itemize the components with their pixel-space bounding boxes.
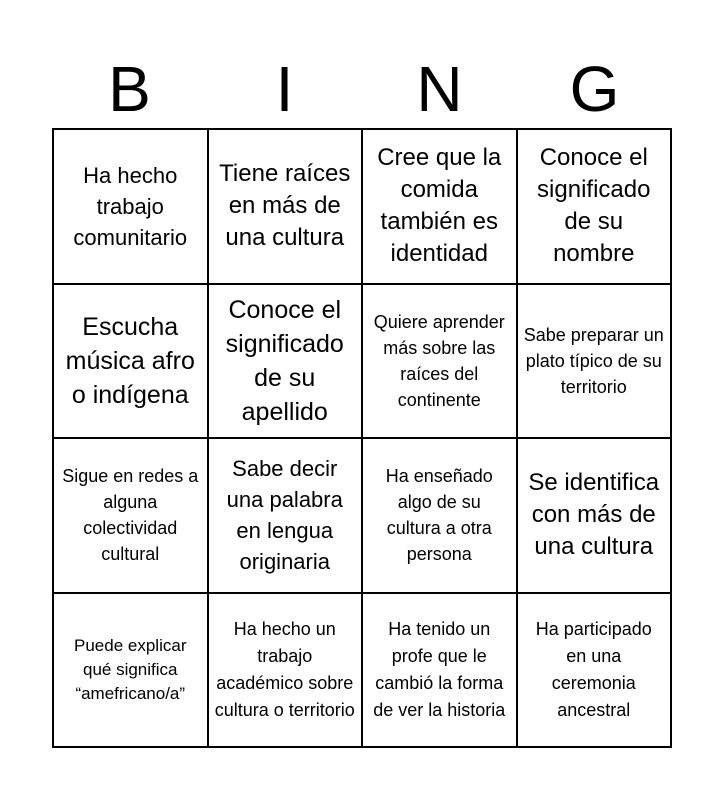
header-letter-g: G: [569, 53, 620, 125]
bingo-cell[interactable]: [363, 439, 518, 594]
bingo-cell-text: Puede explicar qué significa “amefricano/a”: [74, 635, 187, 703]
header-letter-b: B: [108, 53, 151, 125]
bingo-cell-text: Conoce el significado de su apellido: [225, 295, 344, 426]
bingo-cell[interactable]: [209, 439, 364, 594]
bingo-cell-text: Ha participado en una ceremonia ancestral: [535, 618, 652, 720]
bingo-cell[interactable]: [363, 130, 518, 285]
bingo-cell[interactable]: [54, 594, 209, 749]
bingo-cell[interactable]: [518, 439, 673, 594]
bingo-cell-text: Cree que la comida también es identidad: [377, 144, 502, 268]
bingo-cell[interactable]: [363, 594, 518, 749]
bingo-cell[interactable]: [54, 285, 209, 440]
header-letter-n: N: [416, 53, 463, 125]
bingo-card-grid: [52, 128, 672, 748]
bingo-cell-text: Ha tenido un profe que le cambió la forma de ver la historia: [373, 618, 506, 720]
bingo-cell-text: Ha enseñado algo de su cultura a otra persona: [385, 466, 493, 565]
bingo-cell-text: Sabe decir una palabra en lengua originaria: [226, 456, 343, 575]
bingo-cell-text: Escucha música afro o indígena: [65, 312, 195, 409]
bingo-cell-text: Sigue en redes a alguna colectividad cultural: [62, 466, 199, 565]
bingo-cell[interactable]: [518, 594, 673, 749]
bingo-cell[interactable]: [363, 285, 518, 440]
bingo-cell[interactable]: [54, 439, 209, 594]
header-letter-i: I: [275, 53, 294, 125]
bingo-cell[interactable]: [54, 130, 209, 285]
bingo-header: [52, 50, 672, 128]
bingo-cell-text: Conoce el significado de su nombre: [537, 144, 651, 268]
bingo-cell[interactable]: [209, 594, 364, 749]
bingo-cell-text: Quiere aprender más sobre las raíces del continente: [373, 311, 505, 410]
bingo-cell[interactable]: [518, 285, 673, 440]
bingo-cell-text: Ha hecho trabajo comunitario: [73, 162, 188, 250]
bingo-cell[interactable]: [209, 285, 364, 440]
bingo-cell-text: Se identifica con más de una cultura: [528, 469, 660, 561]
bingo-cell-text: Sabe preparar un plato típico de su territorio: [523, 324, 664, 397]
bingo-cell[interactable]: [209, 130, 364, 285]
bingo-cell[interactable]: [518, 130, 673, 285]
bingo-cell-text: Ha hecho un trabajo académico sobre cultura o territorio: [214, 618, 355, 720]
bingo-cell-text: Tiene raíces en más de una cultura: [219, 160, 351, 252]
